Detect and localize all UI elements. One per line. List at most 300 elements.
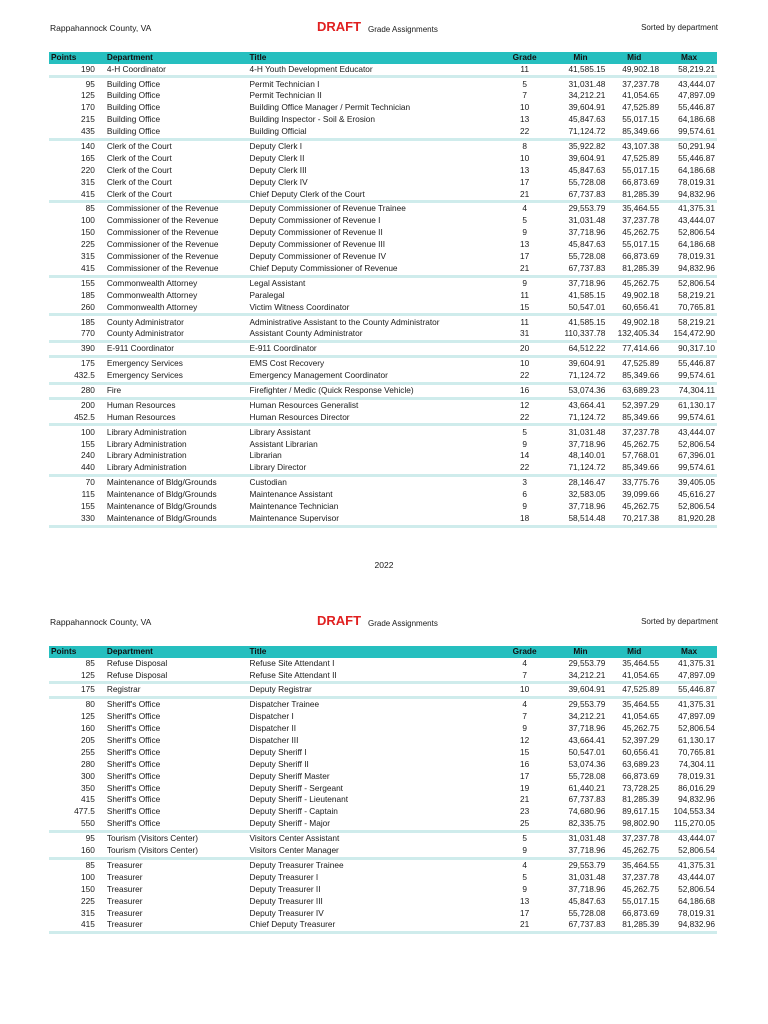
cell-mid: 49,902.18 <box>622 63 660 74</box>
cell-min: 45,847.63 <box>568 239 606 250</box>
cell-max: 41,375.31 <box>678 859 715 870</box>
cell-department: Library Administration <box>106 450 187 461</box>
cell-department: Sheriff's Office <box>106 782 161 793</box>
table-row <box>49 699 717 711</box>
cell-max: 52,806.54 <box>678 723 715 734</box>
cell-mid: 45,262.75 <box>622 277 660 288</box>
cell-grade: 6 <box>522 489 527 500</box>
cell-department: Library Administration <box>106 462 187 473</box>
cell-points: 100 <box>80 215 95 226</box>
cell-title: Refuse Site Attendant II <box>249 669 337 680</box>
cell-grade: 20 <box>520 343 530 354</box>
cell-grade: 13 <box>520 895 530 906</box>
cell-points: 155 <box>80 438 95 449</box>
table-row <box>49 669 717 681</box>
cell-department: Refuse Disposal <box>106 657 168 668</box>
cell-max: 78,019.31 <box>678 176 715 187</box>
cell-min: 55,728.08 <box>568 770 606 781</box>
cell-grade: 9 <box>522 883 527 894</box>
col-header-title: Title <box>248 52 496 64</box>
cell-max: 61,130.17 <box>678 735 715 746</box>
cell-mid: 39,099.66 <box>622 489 660 500</box>
cell-mid: 63,689.23 <box>622 384 660 395</box>
cell-min: 110,337.78 <box>564 328 606 339</box>
cell-mid: 49,902.18 <box>622 289 660 300</box>
cell-department: Building Office <box>106 90 161 101</box>
cell-department: Library Administration <box>106 438 187 449</box>
cell-points: 80 <box>85 699 95 710</box>
table-row <box>49 141 717 153</box>
cell-title: Victim Witness Coordinator <box>249 301 350 312</box>
cell-title: Deputy Treasurer III <box>249 895 323 906</box>
table-row <box>49 919 717 931</box>
cell-title: Permit Technician I <box>249 78 320 89</box>
cell-grade: 22 <box>520 411 530 422</box>
cell-max: 94,832.96 <box>678 262 715 273</box>
col-header-department: Department <box>105 52 248 64</box>
cell-title: Deputy Sheriff - Sergeant <box>249 782 343 793</box>
cell-points: 220 <box>80 164 95 175</box>
cell-min: 58,514.48 <box>568 512 606 523</box>
table-row <box>49 114 717 126</box>
cell-title: Custodian <box>249 477 287 488</box>
draft-label: DRAFT <box>317 613 362 628</box>
table-row <box>49 328 717 340</box>
cell-max: 41,375.31 <box>678 699 715 710</box>
cell-min: 61,440.21 <box>568 782 606 793</box>
cell-points: 300 <box>80 770 95 781</box>
cell-max: 52,806.54 <box>678 227 715 238</box>
cell-min: 39,604.91 <box>568 102 606 113</box>
cell-points: 432.5 <box>74 370 95 381</box>
cell-min: 31,031.48 <box>568 215 606 226</box>
cell-title: Deputy Clerk IV <box>249 176 308 187</box>
cell-mid: 49,902.18 <box>622 316 660 327</box>
cell-grade: 13 <box>520 114 530 125</box>
cell-points: 350 <box>80 782 95 793</box>
cell-mid: 63,689.23 <box>622 758 660 769</box>
table-row <box>49 343 717 355</box>
table-row <box>49 771 717 783</box>
cell-grade: 23 <box>520 806 530 817</box>
cell-max: 52,806.54 <box>678 883 715 894</box>
cell-max: 61,130.17 <box>678 399 715 410</box>
cell-max: 94,832.96 <box>678 188 715 199</box>
cell-max: 43,444.07 <box>678 426 715 437</box>
cell-min: 55,728.08 <box>568 907 606 918</box>
cell-mid: 45,262.75 <box>622 227 660 238</box>
cell-min: 41,585.15 <box>568 289 606 300</box>
cell-max: 47,897.09 <box>678 90 715 101</box>
cell-mid: 77,414.66 <box>622 343 660 354</box>
cell-min: 29,553.79 <box>568 699 606 710</box>
table-row <box>49 412 717 424</box>
table-row <box>49 658 717 670</box>
cell-min: 41,585.15 <box>568 63 606 74</box>
table-row <box>49 782 717 794</box>
cell-points: 190 <box>80 63 95 74</box>
cell-grade: 4 <box>522 203 527 214</box>
cell-grade: 17 <box>520 770 530 781</box>
cell-mid: 41,054.65 <box>622 90 660 101</box>
cell-department: Tourism (Visitors Center) <box>106 833 198 844</box>
cell-grade: 7 <box>522 669 527 680</box>
cell-title: Emergency Management Coordinator <box>249 370 388 381</box>
col-header-max: Max <box>661 52 717 64</box>
cell-min: 71,124.72 <box>568 370 606 381</box>
table-row <box>49 735 717 747</box>
table-row <box>49 684 717 696</box>
cell-grade: 19 <box>520 782 530 793</box>
cell-max: 52,806.54 <box>678 438 715 449</box>
cell-max: 47,897.09 <box>678 711 715 722</box>
cell-min: 41,585.15 <box>568 316 606 327</box>
sort-note: Sorted by department <box>641 23 718 32</box>
cell-max: 94,832.96 <box>678 919 715 930</box>
cell-grade: 14 <box>520 450 530 461</box>
table-row <box>49 251 717 263</box>
cell-title: Assistant County Administrator <box>249 328 363 339</box>
cell-department: Fire <box>106 384 122 395</box>
cell-grade: 8 <box>522 141 527 152</box>
cell-min: 67,737.83 <box>568 188 606 199</box>
cell-department: 4-H Coordinator <box>106 63 166 74</box>
table-row <box>49 477 717 489</box>
cell-min: 74,680.96 <box>568 806 606 817</box>
cell-department: Building Office <box>106 114 161 125</box>
cell-max: 99,574.61 <box>678 411 715 422</box>
cell-mid: 132,405.34 <box>617 328 660 339</box>
cell-points: 225 <box>80 895 95 906</box>
cell-grade: 10 <box>520 358 530 369</box>
cell-grade: 17 <box>520 251 530 262</box>
cell-max: 55,446.87 <box>678 152 715 163</box>
cell-title: Permit Technician II <box>249 90 322 101</box>
cell-points: 95 <box>85 78 95 89</box>
cell-min: 31,031.48 <box>568 426 606 437</box>
cell-mid: 66,873.69 <box>622 907 660 918</box>
cell-max: 58,219.21 <box>678 63 715 74</box>
cell-department: Human Resources <box>106 411 176 422</box>
cell-min: 67,737.83 <box>568 919 606 930</box>
cell-title: Dispatcher I <box>249 711 294 722</box>
cell-grade: 12 <box>520 399 530 410</box>
cell-grade: 10 <box>520 684 530 695</box>
cell-mid: 35,464.55 <box>622 699 660 710</box>
cell-mid: 45,262.75 <box>622 723 660 734</box>
cell-title: Deputy Commissioner of Revenue I <box>249 215 381 226</box>
cell-grade: 18 <box>520 512 530 523</box>
cell-department: Emergency Services <box>106 358 183 369</box>
cell-title: Maintenance Supervisor <box>249 512 339 523</box>
cell-points: 155 <box>80 500 95 511</box>
cell-min: 55,728.08 <box>568 251 606 262</box>
cell-mid: 37,237.78 <box>622 871 660 882</box>
table-row <box>49 215 717 227</box>
cell-title: Administrative Assistant to the County Administrator <box>249 316 440 327</box>
col-header-points: Points <box>49 646 105 658</box>
cell-department: Human Resources <box>106 399 176 410</box>
cell-title: Chief Deputy Treasurer <box>249 919 336 930</box>
cell-title: Library Assistant <box>249 426 311 437</box>
cell-mid: 35,464.55 <box>622 859 660 870</box>
table-row <box>49 833 717 845</box>
cell-grade: 9 <box>522 845 527 856</box>
table-row <box>49 177 717 189</box>
cell-mid: 57,768.01 <box>622 450 660 461</box>
cell-title: Deputy Commissioner of Revenue II <box>249 227 383 238</box>
document-page-2 <box>0 612 768 930</box>
table-row <box>49 370 717 382</box>
group-separator-cell <box>49 931 717 934</box>
cell-title: Human Resources Generalist <box>249 399 359 410</box>
cell-department: Sheriff's Office <box>106 758 161 769</box>
cell-department: Clerk of the Court <box>106 176 172 187</box>
table-row <box>49 239 717 251</box>
cell-points: 260 <box>80 301 95 312</box>
cell-mid: 85,349.66 <box>622 411 660 422</box>
cell-points: 160 <box>80 845 95 856</box>
cell-points: 100 <box>80 426 95 437</box>
sort-note: Sorted by department <box>641 617 718 626</box>
col-header-grade: Grade <box>496 52 554 64</box>
cell-department: Maintenance of Bldg/Grounds <box>106 477 217 488</box>
cell-department: Commissioner of the Revenue <box>106 251 219 262</box>
table-row <box>49 227 717 239</box>
cell-max: 64,186.68 <box>678 239 715 250</box>
cell-grade: 12 <box>520 735 530 746</box>
cell-title: Legal Assistant <box>249 277 306 288</box>
cell-points: 150 <box>80 227 95 238</box>
cell-max: 154,472.90 <box>673 328 715 339</box>
cell-min: 67,737.83 <box>568 794 606 805</box>
cell-grade: 9 <box>522 500 527 511</box>
cell-max: 74,304.11 <box>678 384 715 395</box>
cell-max: 39,405.05 <box>678 477 715 488</box>
cell-grade: 11 <box>520 289 529 300</box>
cell-points: 175 <box>80 358 95 369</box>
cell-points: 150 <box>80 883 95 894</box>
cell-mid: 41,054.65 <box>622 669 660 680</box>
cell-title: Deputy Registrar <box>249 684 312 695</box>
cell-min: 37,718.96 <box>568 227 606 238</box>
table-header-row <box>49 646 717 658</box>
cell-mid: 52,397.29 <box>622 399 660 410</box>
cell-grade: 16 <box>520 758 530 769</box>
col-header-min: Min <box>554 52 608 64</box>
cell-mid: 47,525.89 <box>622 684 660 695</box>
cell-min: 35,922.82 <box>568 141 606 152</box>
col-header-mid: Mid <box>607 646 661 658</box>
col-header-title: Title <box>248 646 496 658</box>
cell-points: 330 <box>80 512 95 523</box>
cell-max: 81,920.28 <box>678 512 715 523</box>
table-row <box>49 438 717 450</box>
cell-department: Maintenance of Bldg/Grounds <box>106 489 217 500</box>
cell-department: Commissioner of the Revenue <box>106 239 219 250</box>
cell-department: Sheriff's Office <box>106 794 161 805</box>
cell-department: Sheriff's Office <box>106 711 161 722</box>
cell-grade: 9 <box>522 438 527 449</box>
cell-mid: 55,017.15 <box>622 239 660 250</box>
cell-points: 440 <box>80 462 95 473</box>
cell-min: 71,124.72 <box>568 126 606 137</box>
cell-title: Visitors Center Manager <box>249 845 339 856</box>
table-row <box>49 747 717 759</box>
cell-grade: 15 <box>520 301 530 312</box>
cell-max: 104,553.34 <box>673 806 715 817</box>
cell-grade: 31 <box>520 328 530 339</box>
cell-department: Tourism (Visitors Center) <box>106 845 198 856</box>
cell-points: 240 <box>80 450 95 461</box>
cell-mid: 85,349.66 <box>622 126 660 137</box>
table-row <box>49 90 717 102</box>
cell-points: 315 <box>80 251 95 262</box>
table-row <box>49 895 717 907</box>
table-row <box>49 794 717 806</box>
cell-department: Sheriff's Office <box>106 735 161 746</box>
cell-department: Treasurer <box>106 907 143 918</box>
cell-mid: 47,525.89 <box>622 102 660 113</box>
cell-max: 94,832.96 <box>678 794 715 805</box>
cell-mid: 45,262.75 <box>622 438 660 449</box>
cell-max: 52,806.54 <box>678 500 715 511</box>
cell-grade: 5 <box>522 78 527 89</box>
cell-department: Commonwealth Attorney <box>106 277 198 288</box>
cell-department: Sheriff's Office <box>106 818 161 829</box>
cell-mid: 85,349.66 <box>622 462 660 473</box>
cell-grade: 10 <box>520 152 530 163</box>
cell-max: 55,446.87 <box>678 102 715 113</box>
cell-title: Deputy Treasurer Trainee <box>249 859 344 870</box>
cell-points: 125 <box>80 669 95 680</box>
table-row <box>49 818 717 830</box>
cell-min: 71,124.72 <box>568 411 606 422</box>
cell-max: 41,375.31 <box>678 203 715 214</box>
cell-grade: 13 <box>520 239 530 250</box>
col-header-department: Department <box>105 646 248 658</box>
cell-department: Clerk of the Court <box>106 188 172 199</box>
cell-grade: 7 <box>522 90 527 101</box>
cell-grade: 21 <box>520 262 530 273</box>
cell-department: Maintenance of Bldg/Grounds <box>106 500 217 511</box>
cell-points: 170 <box>80 102 95 113</box>
table-row <box>49 301 717 313</box>
cell-title: Deputy Clerk III <box>249 164 307 175</box>
cell-title: Building Office Manager / Permit Technician <box>249 102 411 113</box>
cell-points: 115 <box>81 489 95 500</box>
table-body <box>49 64 717 528</box>
cell-mid: 37,237.78 <box>622 215 660 226</box>
cell-points: 415 <box>80 919 95 930</box>
cell-grade: 21 <box>520 919 530 930</box>
cell-min: 32,583.05 <box>568 489 606 500</box>
table-row <box>49 711 717 723</box>
table-row <box>49 64 717 76</box>
cell-mid: 55,017.15 <box>622 114 660 125</box>
cell-department: Commissioner of the Revenue <box>106 215 219 226</box>
cell-mid: 45,262.75 <box>622 500 660 511</box>
cell-points: 415 <box>80 188 95 199</box>
cell-title: Chief Deputy Commissioner of Revenue <box>249 262 398 273</box>
table-row <box>49 450 717 462</box>
cell-department: Commissioner of the Revenue <box>106 203 219 214</box>
cell-department: Library Administration <box>106 426 187 437</box>
cell-department: Clerk of the Court <box>106 164 172 175</box>
cell-mid: 66,873.69 <box>622 251 660 262</box>
cell-grade: 13 <box>520 164 530 175</box>
cell-title: Chief Deputy Clerk of the Court <box>249 188 365 199</box>
cell-min: 34,212.21 <box>568 90 606 101</box>
cell-min: 48,140.01 <box>568 450 606 461</box>
cell-grade: 22 <box>520 126 530 137</box>
table-row <box>49 153 717 165</box>
cell-max: 78,019.31 <box>678 770 715 781</box>
cell-min: 53,074.36 <box>568 384 606 395</box>
cell-min: 29,553.79 <box>568 657 606 668</box>
cell-points: 280 <box>80 758 95 769</box>
group-separator-cell <box>49 525 717 528</box>
cell-points: 315 <box>80 907 95 918</box>
cell-title: Paralegal <box>249 289 285 300</box>
cell-mid: 81,285.39 <box>622 919 660 930</box>
cell-min: 37,718.96 <box>568 438 606 449</box>
cell-points: 215 <box>80 114 95 125</box>
cell-title: Deputy Commissioner of Revenue Trainee <box>249 203 406 214</box>
cell-title: Maintenance Assistant <box>249 489 333 500</box>
cell-min: 43,664.41 <box>568 399 606 410</box>
cell-min: 37,718.96 <box>568 500 606 511</box>
table-row <box>49 806 717 818</box>
cell-title: Deputy Sheriff Master <box>249 770 330 781</box>
document-title: Grade Assignments <box>368 25 438 34</box>
cell-title: Deputy Treasurer I <box>249 871 319 882</box>
cell-points: 85 <box>85 203 95 214</box>
table-row <box>49 860 717 872</box>
cell-title: Deputy Sheriff - Major <box>249 818 331 829</box>
cell-department: Commonwealth Attorney <box>106 289 198 300</box>
cell-department: Sheriff's Office <box>106 770 161 781</box>
cell-mid: 66,873.69 <box>622 770 660 781</box>
table-row <box>49 263 717 275</box>
cell-min: 29,553.79 <box>568 859 606 870</box>
table-row <box>49 845 717 857</box>
table-row <box>49 723 717 735</box>
cell-title: Refuse Site Attendant I <box>249 657 335 668</box>
cell-mid: 81,285.39 <box>622 262 660 273</box>
cell-max: 43,444.07 <box>678 215 715 226</box>
cell-title: Deputy Sheriff I <box>249 746 307 757</box>
cell-points: 160 <box>80 723 95 734</box>
cell-max: 99,574.61 <box>678 126 715 137</box>
cell-title: EMS Cost Recovery <box>249 358 325 369</box>
cell-min: 45,847.63 <box>568 114 606 125</box>
cell-department: Commonwealth Attorney <box>106 301 198 312</box>
grade-table <box>49 646 717 934</box>
table-body <box>49 658 717 935</box>
cell-title: Deputy Treasurer II <box>249 883 321 894</box>
cell-title: Librarian <box>249 450 282 461</box>
col-header-max: Max <box>661 646 717 658</box>
cell-title: Deputy Treasurer IV <box>249 907 324 918</box>
cell-min: 34,212.21 <box>568 669 606 680</box>
cell-points: 770 <box>80 328 95 339</box>
cell-title: Building Official <box>249 126 307 137</box>
cell-grade: 10 <box>520 102 530 113</box>
cell-grade: 4 <box>522 657 527 668</box>
col-header-min: Min <box>554 646 608 658</box>
cell-title: Deputy Clerk I <box>249 141 303 152</box>
